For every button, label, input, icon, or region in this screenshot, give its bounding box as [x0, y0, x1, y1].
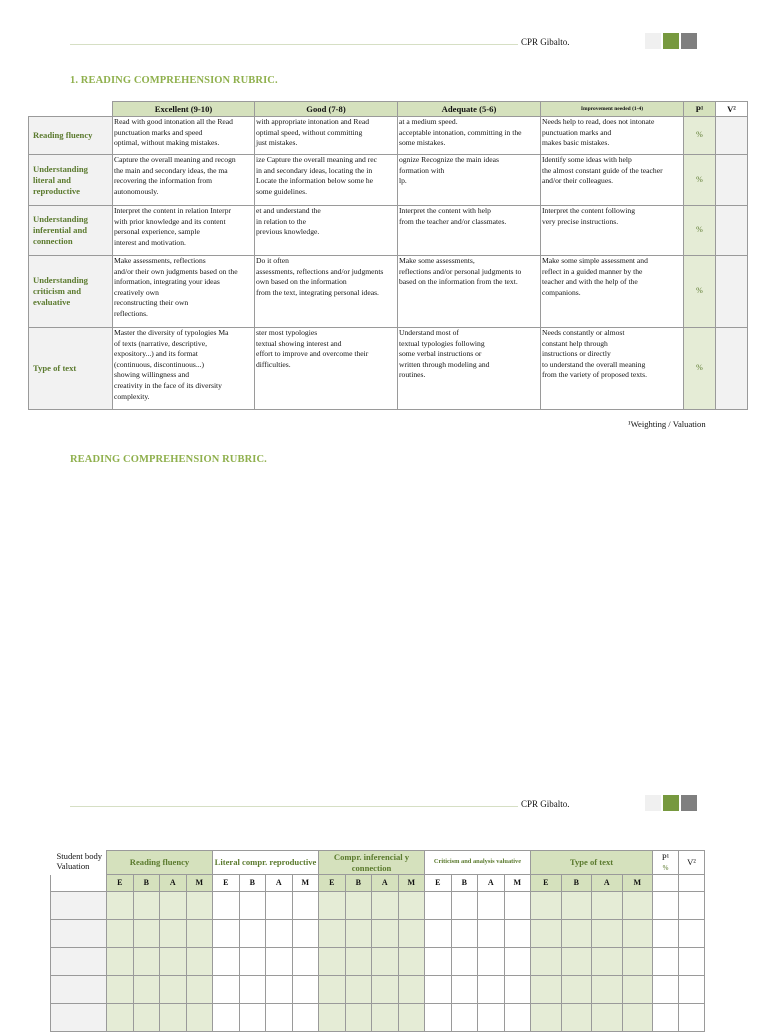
- score-cell[interactable]: [451, 948, 478, 976]
- score-cell[interactable]: [133, 948, 160, 976]
- score-cell[interactable]: [398, 892, 425, 920]
- header-square-light: [645, 33, 661, 49]
- score-cell[interactable]: [292, 976, 319, 1004]
- rubric-cell: ster most typologies textual showing interest and effort to improve and overcome their difficulties.: [255, 328, 398, 410]
- score-cell[interactable]: [239, 920, 266, 948]
- score-cell[interactable]: [319, 892, 346, 920]
- score-cell[interactable]: [504, 920, 531, 948]
- rubric-cell: Needs help to read, does not intonate punctuation marks and makes basic mistakes.: [541, 117, 684, 155]
- weighting-cell[interactable]: %: [684, 328, 716, 410]
- p-header: [653, 851, 679, 875]
- score-cell[interactable]: [478, 892, 505, 920]
- score-cell[interactable]: [531, 948, 562, 976]
- criterion-label: Reading fluency: [29, 117, 113, 155]
- rubric-row: [29, 206, 748, 256]
- level-header: E: [213, 875, 240, 892]
- student-name-cell[interactable]: [51, 1004, 107, 1032]
- table-row: [51, 948, 705, 976]
- score-cell[interactable]: [531, 892, 562, 920]
- col-valuation: V²: [716, 102, 748, 117]
- col-weighting: P¹: [684, 102, 716, 117]
- score-cell[interactable]: [478, 920, 505, 948]
- level-header: B: [561, 875, 592, 892]
- score-cell[interactable]: [213, 920, 240, 948]
- v-cell[interactable]: [679, 892, 705, 920]
- col-improvement: Improvement needed (1-4): [541, 102, 684, 117]
- score-cell[interactable]: [239, 948, 266, 976]
- score-cell[interactable]: [372, 976, 399, 1004]
- rubric-row: [29, 328, 748, 410]
- rubric-cell: Identify some ideas with help the almost constant guide of the teacher and/or their colleagues.: [541, 155, 684, 206]
- valuation-cell[interactable]: [716, 155, 748, 206]
- score-cell[interactable]: [213, 1004, 240, 1032]
- group-criticism: Criticism and analysis valuative: [425, 851, 531, 875]
- score-cell[interactable]: [561, 948, 592, 976]
- level-header: M: [398, 875, 425, 892]
- rubric-header-row: [29, 102, 748, 117]
- score-cell[interactable]: [451, 976, 478, 1004]
- score-cell[interactable]: [186, 920, 213, 948]
- score-cell[interactable]: [398, 948, 425, 976]
- score-cell[interactable]: [133, 1004, 160, 1032]
- score-cell[interactable]: [372, 1004, 399, 1032]
- score-cell[interactable]: [107, 1004, 134, 1032]
- score-cell[interactable]: [186, 892, 213, 920]
- valuation-cell[interactable]: [716, 117, 748, 155]
- score-cell[interactable]: [319, 1004, 346, 1032]
- level-header: M: [504, 875, 531, 892]
- score-cell[interactable]: [133, 976, 160, 1004]
- score-cell[interactable]: [592, 1004, 623, 1032]
- v-cell[interactable]: [679, 976, 705, 1004]
- score-cell[interactable]: [622, 948, 653, 976]
- v-level-blank: [679, 875, 705, 892]
- header-org: CPR Gibalto.: [521, 799, 570, 809]
- criterion-label: Understanding literal and reproductive: [29, 155, 113, 206]
- rubric-cell: et and understand the in relation to the previous knowledge.: [255, 206, 398, 256]
- score-cell[interactable]: [107, 948, 134, 976]
- rubric-cell: with appropriate intonation and Read optimal speed, without committing just mistakes.: [255, 117, 398, 155]
- score-cell[interactable]: [561, 1004, 592, 1032]
- student-name-cell[interactable]: [51, 892, 107, 920]
- score-cell[interactable]: [425, 892, 452, 920]
- valuation-cell[interactable]: [716, 256, 748, 328]
- score-cell[interactable]: [266, 892, 293, 920]
- score-cell[interactable]: [160, 1004, 187, 1032]
- score-cell[interactable]: [292, 948, 319, 976]
- score-cell[interactable]: [451, 920, 478, 948]
- p-sub: %: [662, 864, 669, 872]
- score-cell[interactable]: [319, 920, 346, 948]
- score-cell[interactable]: [319, 948, 346, 976]
- table-row: [51, 920, 705, 948]
- header-square-gray: [681, 33, 697, 49]
- rubric-cell: Make assessments, reflections and/or their own judgments based on the information, integrating your ideas creatively own reconstructing their own reflections.: [113, 256, 255, 328]
- student-name-cell[interactable]: [51, 948, 107, 976]
- score-cell[interactable]: [504, 892, 531, 920]
- level-header: E: [531, 875, 562, 892]
- score-cell[interactable]: [561, 920, 592, 948]
- rubric-cell: Interpret the content in relation Interpr with prior knowledge and its content personal experience, sample interest and motivation.: [113, 206, 255, 256]
- rubric-cell: Capture the overall meaning and recogn the main and secondary ideas, the ma recovering the information from autonomously.: [113, 155, 255, 206]
- score-cell[interactable]: [622, 1004, 653, 1032]
- p-cell[interactable]: [653, 892, 679, 920]
- header-square-light: [645, 795, 661, 811]
- rubric-cell: Master the diversity of typologies Ma of texts (narrative, descriptive, expository...) and its format (continuous, discontinuous...) showing willingness and creativity in the face of its diversity complexity.: [113, 328, 255, 410]
- score-cell[interactable]: [372, 948, 399, 976]
- group-literal: Literal compr. reproductive: [213, 851, 319, 875]
- level-row-spacer: [51, 875, 107, 892]
- table-row: [51, 1004, 705, 1032]
- score-cell[interactable]: [107, 920, 134, 948]
- weighting-cell[interactable]: %: [684, 256, 716, 328]
- score-cell[interactable]: [622, 892, 653, 920]
- score-cell[interactable]: [398, 1004, 425, 1032]
- valuation-level-row: [51, 875, 705, 892]
- weighting-cell[interactable]: %: [684, 206, 716, 256]
- score-cell[interactable]: [266, 976, 293, 1004]
- score-cell[interactable]: [478, 1004, 505, 1032]
- level-header: B: [345, 875, 372, 892]
- level-header: M: [622, 875, 653, 892]
- second-title: READING COMPREHENSION RUBRIC.: [70, 454, 267, 465]
- score-cell[interactable]: [292, 920, 319, 948]
- score-cell[interactable]: [186, 1004, 213, 1032]
- score-cell[interactable]: [372, 920, 399, 948]
- rubric-row: [29, 117, 748, 155]
- score-cell[interactable]: [345, 948, 372, 976]
- score-cell[interactable]: [345, 920, 372, 948]
- score-cell[interactable]: [160, 920, 187, 948]
- score-cell[interactable]: [561, 976, 592, 1004]
- score-cell[interactable]: [345, 976, 372, 1004]
- score-cell[interactable]: [266, 948, 293, 976]
- col-excellent: Excellent (9-10): [113, 102, 255, 117]
- student-name-cell[interactable]: [51, 976, 107, 1004]
- level-header: A: [478, 875, 505, 892]
- level-header: B: [133, 875, 160, 892]
- valuation-group-row: [51, 851, 705, 875]
- score-cell[interactable]: [107, 892, 134, 920]
- rubric-cell: ize Capture the overall meaning and rec in and secondary ideas, locating the in Locate the information below some he some guidelines.: [255, 155, 398, 206]
- score-cell[interactable]: [451, 1004, 478, 1032]
- p-cell[interactable]: [653, 948, 679, 976]
- score-cell[interactable]: [160, 976, 187, 1004]
- level-header: A: [592, 875, 623, 892]
- rubric-cell: Make some simple assessment and reflect in a guided manner by the teacher and with the help of the companions.: [541, 256, 684, 328]
- rubric-cell: Needs constantly or almost constant help through instructions or directly to understand the overall meaning from the variety of proposed texts.: [541, 328, 684, 410]
- student-name-cell[interactable]: [51, 920, 107, 948]
- score-cell[interactable]: [266, 920, 293, 948]
- score-cell[interactable]: [504, 976, 531, 1004]
- criterion-label: Understanding criticism and evaluative: [29, 256, 113, 328]
- score-cell[interactable]: [425, 976, 452, 1004]
- label-line-1: Student body: [56, 850, 103, 861]
- valuation-cell[interactable]: [716, 328, 748, 410]
- rubric-row: [29, 256, 748, 328]
- p-label: P¹: [661, 851, 670, 862]
- score-cell[interactable]: [186, 976, 213, 1004]
- col-good: Good (7-8): [255, 102, 398, 117]
- score-cell[interactable]: [160, 892, 187, 920]
- header-rule: [70, 806, 518, 807]
- weighting-cell[interactable]: %: [684, 117, 716, 155]
- score-cell[interactable]: [398, 976, 425, 1004]
- p-level-blank: [653, 875, 679, 892]
- rubric-cell: Read with good intonation all the Read punctuation marks and speed optimal, without making mistakes.: [113, 117, 255, 155]
- group-reading-fluency: Reading fluency: [107, 851, 213, 875]
- score-cell[interactable]: [160, 948, 187, 976]
- level-header: E: [107, 875, 134, 892]
- rubric-cell: ognize Recognize the main ideas formation with lp.: [398, 155, 541, 206]
- rubric-cell: Make some assessments, reflections and/or personal judgments to based on the information from the text.: [398, 256, 541, 328]
- level-header: E: [319, 875, 346, 892]
- score-cell[interactable]: [425, 948, 452, 976]
- header-rule: [70, 44, 518, 45]
- page-header: [70, 795, 698, 815]
- p-cell[interactable]: [653, 976, 679, 1004]
- score-cell[interactable]: [319, 976, 346, 1004]
- level-header: A: [266, 875, 293, 892]
- score-cell[interactable]: [561, 892, 592, 920]
- rubric-cell: Interpret the content following very precise instructions.: [541, 206, 684, 256]
- level-header: A: [372, 875, 399, 892]
- score-cell[interactable]: [266, 1004, 293, 1032]
- score-cell[interactable]: [478, 948, 505, 976]
- group-type-of-text: Type of text: [531, 851, 653, 875]
- score-cell[interactable]: [478, 976, 505, 1004]
- label-line-2: Valuation: [56, 861, 90, 871]
- score-cell[interactable]: [592, 948, 623, 976]
- rubric-row: [29, 155, 748, 206]
- score-cell[interactable]: [425, 1004, 452, 1032]
- score-cell[interactable]: [239, 892, 266, 920]
- header-square-gray: [681, 795, 697, 811]
- rubric-cell: Interpret the content with help from the teacher and/or classmates.: [398, 206, 541, 256]
- score-cell[interactable]: [213, 976, 240, 1004]
- level-header: B: [451, 875, 478, 892]
- rubric-cell: at a medium speed. acceptable intonation, committing in the some mistakes.: [398, 117, 541, 155]
- score-cell[interactable]: [451, 892, 478, 920]
- valuation-table: [50, 850, 705, 1032]
- v-header: V²: [679, 851, 705, 875]
- p-cell[interactable]: [653, 1004, 679, 1032]
- header-square-green: [663, 33, 679, 49]
- score-cell[interactable]: [531, 920, 562, 948]
- criterion-label: Type of text: [29, 328, 113, 410]
- score-cell[interactable]: [213, 948, 240, 976]
- score-cell[interactable]: [504, 1004, 531, 1032]
- score-cell[interactable]: [133, 920, 160, 948]
- score-cell[interactable]: [239, 1004, 266, 1032]
- score-cell[interactable]: [592, 892, 623, 920]
- level-header: M: [292, 875, 319, 892]
- score-cell[interactable]: [372, 892, 399, 920]
- score-cell[interactable]: [133, 892, 160, 920]
- rubric-corner: [29, 102, 113, 117]
- weighting-cell[interactable]: %: [684, 155, 716, 206]
- level-header: E: [425, 875, 452, 892]
- score-cell[interactable]: [239, 976, 266, 1004]
- table-row: [51, 976, 705, 1004]
- score-cell[interactable]: [425, 920, 452, 948]
- criterion-label: Understanding inferential and connection: [29, 206, 113, 256]
- table-row: [51, 892, 705, 920]
- score-cell[interactable]: [345, 892, 372, 920]
- footnote: ¹Weighting / Valuation: [628, 419, 706, 429]
- col-adequate: Adequate (5-6): [398, 102, 541, 117]
- score-cell[interactable]: [398, 920, 425, 948]
- score-cell[interactable]: [592, 920, 623, 948]
- score-cell[interactable]: [107, 976, 134, 1004]
- level-header: B: [239, 875, 266, 892]
- score-cell[interactable]: [292, 892, 319, 920]
- group-inferential: Compr. inferencial y connection: [319, 851, 425, 875]
- score-cell[interactable]: [592, 976, 623, 1004]
- score-cell[interactable]: [622, 976, 653, 1004]
- rubric-title: 1. READING COMPREHENSION RUBRIC.: [70, 75, 278, 86]
- rubric-cell: Do it often assessments, reflections and/or judgments own based on the information from the text, integrating personal ideas.: [255, 256, 398, 328]
- level-header: M: [186, 875, 213, 892]
- header-org: CPR Gibalto.: [521, 37, 570, 47]
- score-cell[interactable]: [622, 920, 653, 948]
- level-header: A: [160, 875, 187, 892]
- header-square-green: [663, 795, 679, 811]
- v-cell[interactable]: [679, 948, 705, 976]
- v-cell[interactable]: [679, 1004, 705, 1032]
- rubric-cell: Understand most of textual typologies following some verbal instructions or written through modeling and routines.: [398, 328, 541, 410]
- student-body-label: [51, 851, 107, 875]
- score-cell[interactable]: [504, 948, 531, 976]
- score-cell[interactable]: [531, 976, 562, 1004]
- score-cell[interactable]: [213, 892, 240, 920]
- score-cell[interactable]: [186, 948, 213, 976]
- page-header: [70, 33, 698, 53]
- rubric-table: [28, 101, 748, 410]
- v-cell[interactable]: [679, 920, 705, 948]
- valuation-cell[interactable]: [716, 206, 748, 256]
- score-cell[interactable]: [345, 1004, 372, 1032]
- score-cell[interactable]: [292, 1004, 319, 1032]
- p-cell[interactable]: [653, 920, 679, 948]
- score-cell[interactable]: [531, 1004, 562, 1032]
